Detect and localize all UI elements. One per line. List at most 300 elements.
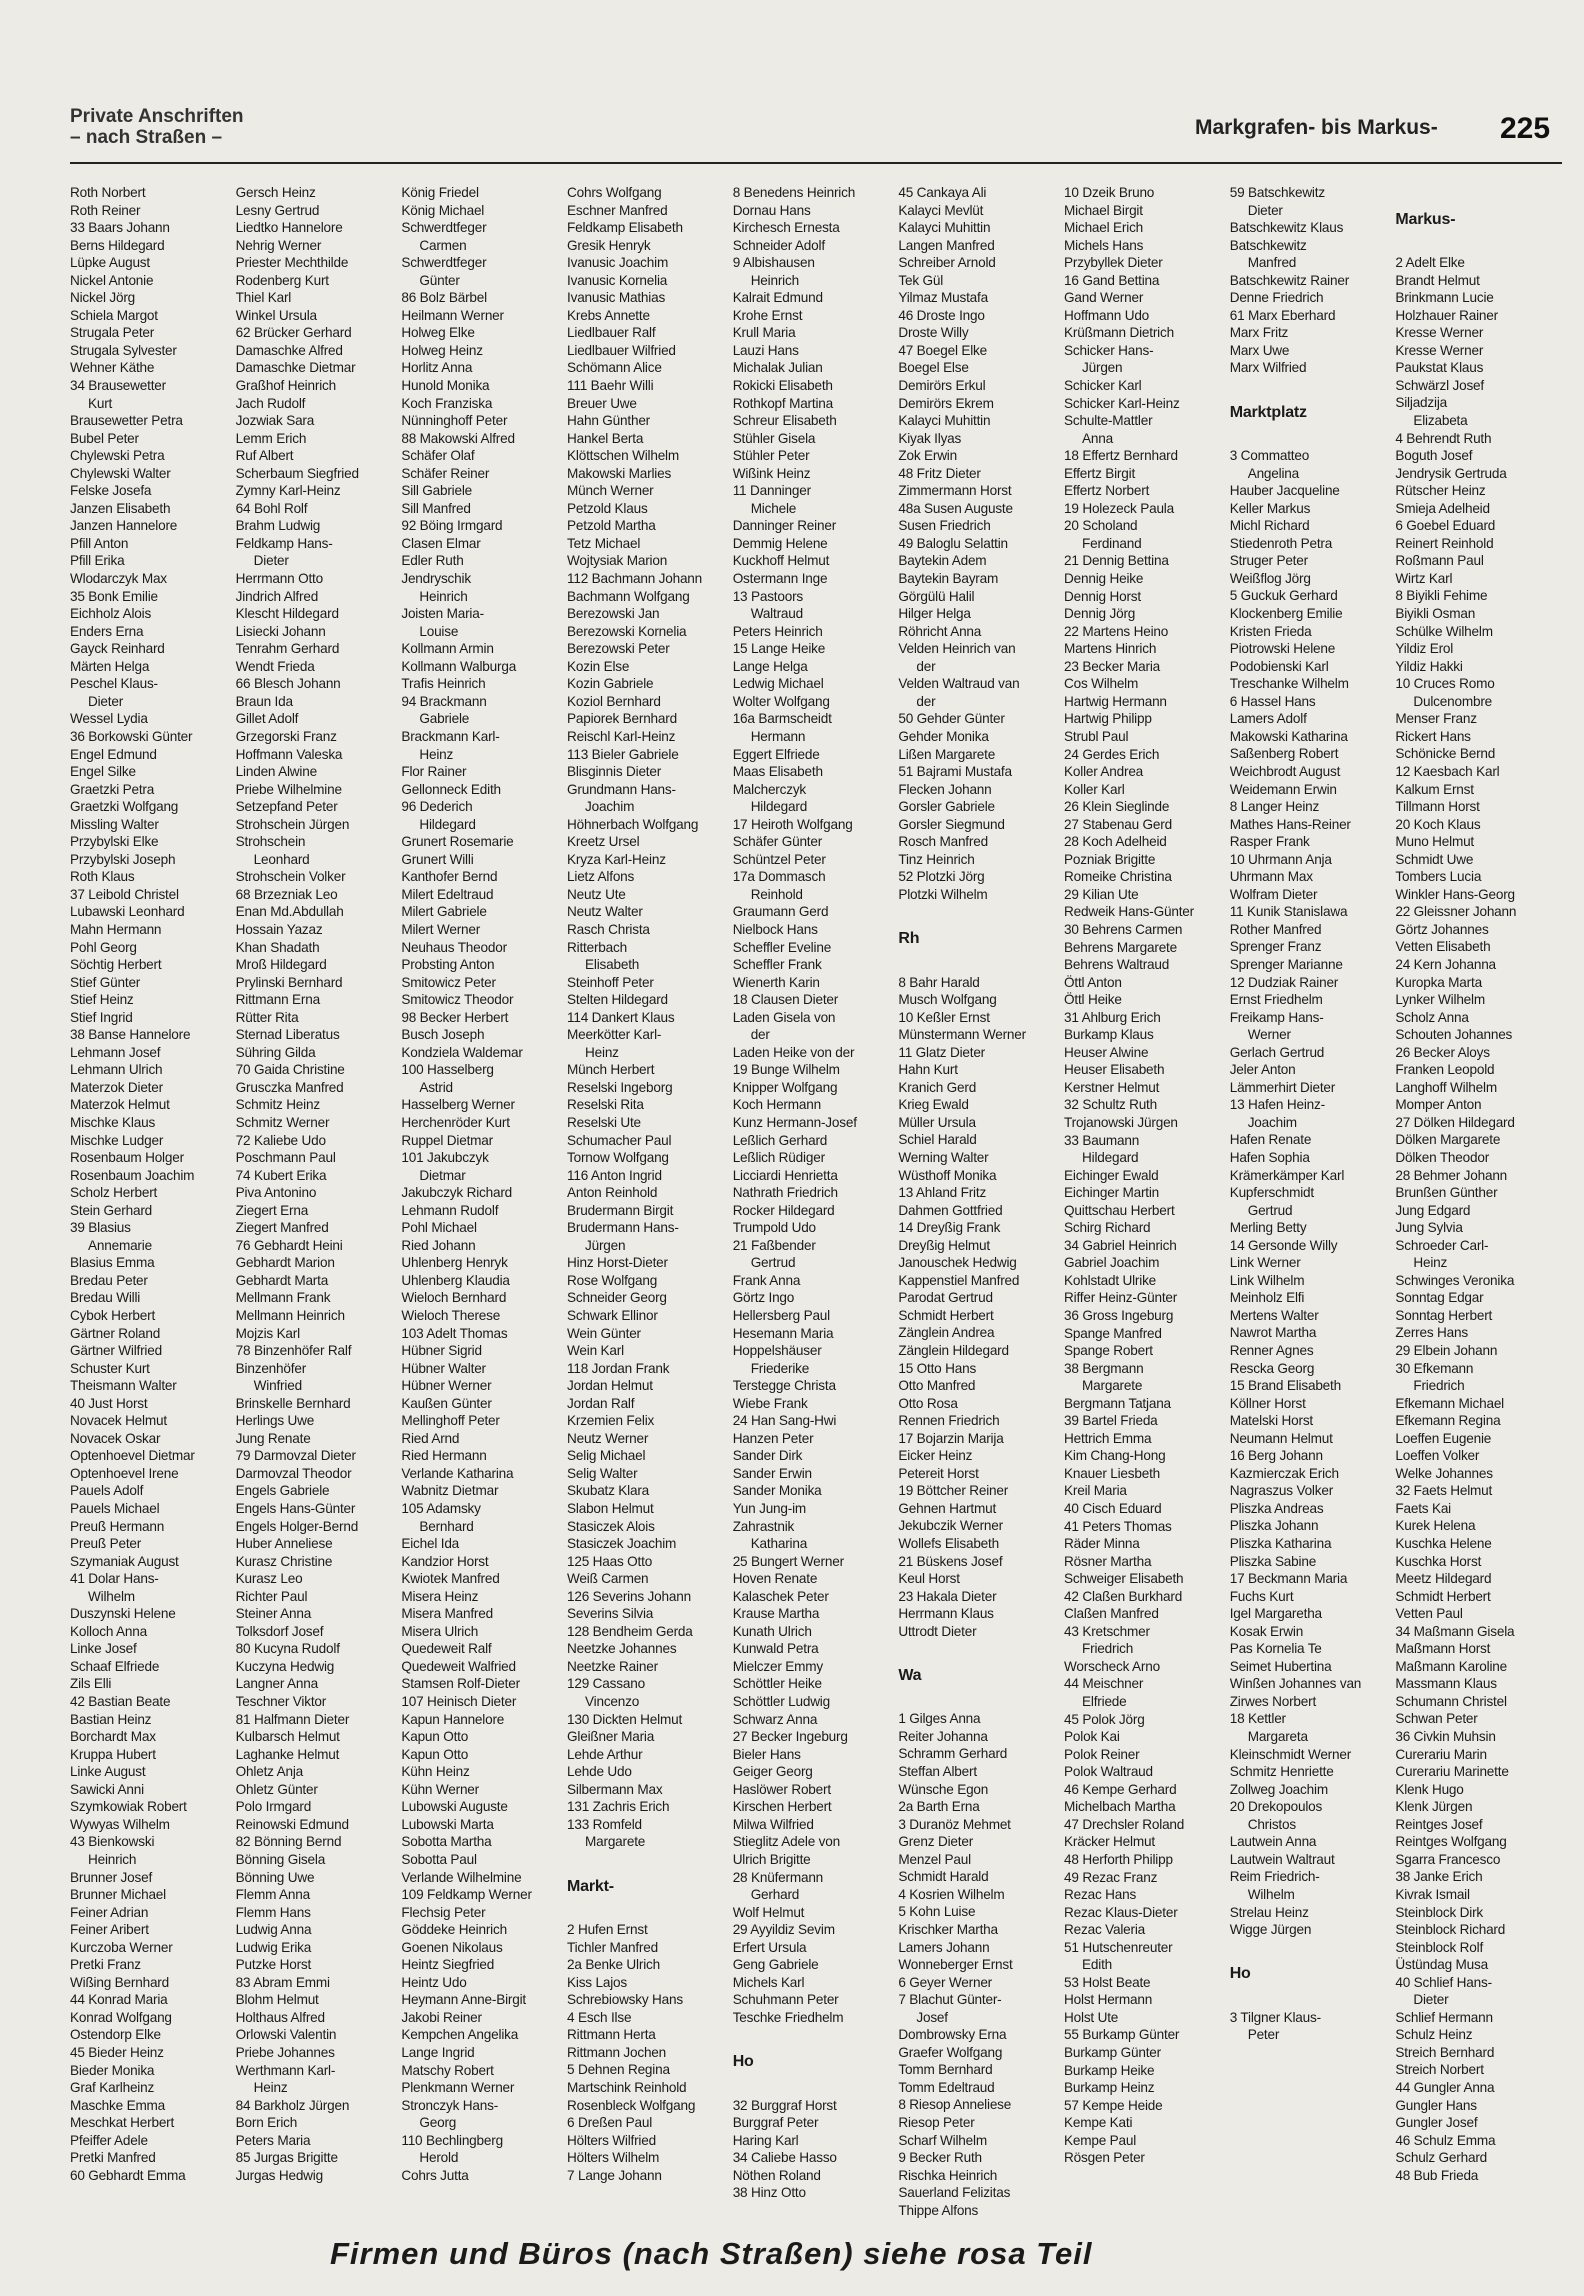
directory-entry: 8 Riesop Anneliese (898, 2097, 1012, 2113)
directory-entry: Wabnitz Dietmar (401, 1483, 499, 1499)
directory-entry: Gorsler Gabriele (898, 799, 995, 815)
directory-entry: Rütter Rita (235, 1009, 299, 1025)
directory-entry: Stief Heinz (70, 992, 134, 1008)
directory-entry: Reinowski Edmund (235, 1816, 349, 1832)
directory-entry: Wollefs Elisabeth (898, 1536, 999, 1552)
directory-entry: 31 Ahlburg Erich (1064, 1009, 1161, 1025)
directory-entry: Elizabeta (1413, 413, 1468, 429)
directory-entry: Pliszka Sabine (1229, 1553, 1317, 1569)
directory-entry: Zok Erwin (898, 448, 957, 464)
directory-entry: Fuchs Kurt (1229, 1588, 1294, 1604)
directory-entry: Podobienski Karl (1229, 658, 1329, 674)
directory-entry: Michelbach Martha (1064, 1799, 1176, 1815)
directory-entry: Liedtko Hannelore (235, 220, 343, 236)
directory-entry: Pretki Manfred (70, 2150, 156, 2166)
directory-entry: Ziegert Erna (235, 1202, 309, 1218)
directory-column (898, 184, 1064, 2218)
directory-entry: Klenk Jürgen (1395, 1799, 1473, 1815)
directory-entry: Lüpke August (70, 255, 150, 271)
directory-entry: Optenhoevel Irene (70, 1465, 179, 1481)
directory-entry: Graf Karlheinz (70, 2080, 155, 2096)
directory-entry: Burkamp Günter (1064, 2044, 1161, 2060)
directory-entry: Koch Hermann (732, 1097, 821, 1113)
directory-entry: Nöthen Roland (732, 2167, 821, 2183)
directory-entry: Kuschka Helene (1395, 1536, 1492, 1552)
directory-entry: Strugala Sylvester (70, 342, 177, 358)
directory-entry: Brackmann Karl- (401, 728, 500, 744)
directory-entry: Rennen Friedrich (898, 1413, 1000, 1429)
directory-entry: 9 Becker Ruth (898, 2150, 982, 2166)
directory-entry: Rosch Manfred (898, 834, 988, 850)
directory-entry: Curerariu Marin (1395, 1746, 1487, 1762)
directory-entry: Margareta (1247, 1729, 1308, 1745)
directory-entry: Petzold Martha (567, 518, 656, 534)
directory-entry: Hermann (750, 728, 806, 744)
directory-entry: 5 Guckuk Gerhard (1229, 588, 1338, 604)
directory-entry: Eschner Manfred (567, 202, 668, 218)
directory-entry: Rezac Klaus-Dieter (1064, 1904, 1178, 1920)
directory-entry: Maßmann Horst (1395, 1641, 1491, 1657)
directory-entry: 28 Behmer Johann (1395, 1167, 1508, 1183)
spacer (567, 1904, 733, 1922)
directory-entry: Freikamp Hans- (1229, 1009, 1324, 1025)
directory-entry: Reiter Johanna (898, 1728, 988, 1744)
directory-entry: Lehmann Ulrich (70, 1062, 163, 1078)
directory-entry: Blohm Helmut (235, 1992, 319, 2008)
directory-entry: Hafen Renate (1229, 1132, 1312, 1148)
directory-entry: 3 Duranöz Mehmet (898, 1816, 1011, 1832)
section-title-line2: – nach Straßen – (70, 127, 223, 148)
directory-entry: Boegel Else (898, 360, 969, 376)
directory-entry: Sühring Gilda (235, 1044, 316, 1060)
directory-entry: Papiorek Bernhard (567, 711, 677, 727)
directory-entry: Kühn Werner (401, 1781, 479, 1797)
directory-entry: Wieloch Bernhard (401, 1290, 507, 1306)
directory-entry: 48a Susen Auguste (898, 500, 1013, 516)
directory-entry: Strubl Paul (1064, 728, 1129, 744)
directory-entry: Neuhaus Theodor (401, 939, 507, 955)
directory-entry: Münstermann Werner (898, 1027, 1026, 1043)
directory-entry: Cos Wilhelm (1064, 676, 1139, 692)
directory-entry: Kristen Frieda (1229, 623, 1312, 639)
directory-entry: Pas Kornelia Te (1229, 1641, 1322, 1657)
directory-entry: Schwark Ellinor (567, 1308, 658, 1323)
spacer (1230, 1939, 1396, 1957)
directory-entry: Meetz Hildegard (1395, 1571, 1492, 1587)
directory-entry: 66 Blesch Johann (235, 676, 341, 692)
directory-entry: Schaaf Elfriede (70, 1658, 160, 1674)
directory-entry: Plotzki Wilhelm (898, 886, 988, 902)
directory-entry: Schwärzl Josef (1395, 377, 1484, 393)
directory-entry: Eicker Heinz (898, 1448, 973, 1464)
directory-entry: Szymaniak August (70, 1553, 179, 1569)
directory-entry: Mellmann Heinrich (235, 1308, 345, 1323)
directory-entry: Wywyas Wilhelm (70, 1816, 170, 1832)
directory-entry: 57 Kempe Heide (1064, 2097, 1163, 2113)
directory-entry: Gungler Hans (1395, 2097, 1477, 2113)
directory-entry: Burkamp Heike (1064, 2062, 1155, 2078)
directory-entry: Reim Friedrich- (1229, 1869, 1320, 1885)
directory-entry: Szymkowiak Robert (70, 1799, 187, 1815)
directory-entry: Riffer Heinz-Günter (1064, 1290, 1178, 1306)
directory-entry: 48 Fritz Dieter (898, 465, 981, 481)
directory-entry: Lubowski Marta (401, 1816, 494, 1832)
directory-entry: Kirschen Herbert (732, 1799, 832, 1815)
directory-entry: Riesop Peter (898, 2114, 975, 2130)
directory-entry: Spange Manfred (1064, 1325, 1162, 1341)
directory-entry: Räder Minna (1064, 1536, 1140, 1552)
directory-entry: Schömann Alice (567, 360, 662, 376)
directory-entry: Jekubczik Werner (898, 1518, 1003, 1534)
directory-entry: Binzenhöfer (235, 1360, 307, 1376)
directory-entry: Hübner Walter (401, 1360, 486, 1376)
directory-entry: Matschy Robert (401, 2062, 494, 2078)
directory-entry: Wein Günter (567, 1325, 641, 1341)
directory-entry: Schneider Georg (567, 1290, 667, 1306)
directory-entry: Joachim (585, 799, 635, 815)
directory-entry: Chylewski Walter (70, 465, 171, 481)
directory-entry: Krämerkämper Karl (1229, 1167, 1345, 1183)
directory-entry: Werner (1247, 1027, 1291, 1043)
directory-entry: Janzen Elisabeth (70, 500, 171, 516)
directory-entry: 42 Bastian Beate (70, 1694, 171, 1710)
directory-entry: Damaschke Dietmar (235, 360, 356, 376)
directory-entry: Ostermann Inge (732, 571, 828, 587)
directory-entry: Susen Friedrich (898, 518, 991, 534)
directory-entry: Liedlbauer Ralf (567, 325, 656, 341)
directory-entry: Ferdinand (1082, 535, 1142, 551)
directory-entry: Stief Günter (70, 974, 141, 990)
directory-entry: Edith (1082, 1957, 1113, 1973)
directory-entry: Eichel Ida (401, 1536, 460, 1552)
directory-entry: Werning Walter (898, 1149, 989, 1165)
directory-entry: 24 Gerdes Erich (1064, 746, 1160, 762)
directory-entry: Schmidt Uwe (1395, 851, 1474, 867)
directory-entry: Berezowski Kornelia (567, 623, 687, 639)
directory-entry: Nünninghoff Peter (401, 413, 508, 429)
directory-entry: Jürgen (585, 1237, 626, 1253)
directory-entry: Yun Jung-im (732, 1501, 807, 1517)
directory-entry: Gresik Henryk (567, 237, 651, 253)
directory-entry: 23 Becker Maria (1064, 658, 1161, 674)
directory-entry: Schiel Harald (898, 1132, 977, 1148)
directory-entry: Schreur Elisabeth (732, 413, 837, 429)
directory-entry: 4 Kosrien Wilhelm (898, 1886, 1005, 1902)
directory-entry: Strugala Peter (70, 325, 155, 341)
footer-note: Firmen und Büros (nach Straßen) siehe rosa Teil (330, 2236, 1093, 2271)
directory-entry: Tenrahm Gerhard (235, 641, 340, 657)
directory-entry: 2 Hufen Ernst (567, 1922, 648, 1938)
directory-entry: 34 Gabriel Heinrich (1064, 1237, 1177, 1253)
directory-entry: 30 Efkemann (1395, 1360, 1474, 1376)
directory-entry: Burggraf Peter (732, 2115, 819, 2131)
directory-entry: Matelski Horst (1229, 1413, 1314, 1429)
directory-entry: 5 Kohn Luise (898, 1904, 976, 1920)
directory-entry: 40 Schlief Hans- (1395, 1974, 1492, 1990)
directory-entry: Stühler Peter (732, 448, 810, 464)
directory-entry: Grusczka Manfred (235, 1079, 344, 1095)
directory-entry: Schönicke Bernd (1395, 746, 1496, 762)
directory-entry: Reintges Josef (1395, 1816, 1483, 1832)
directory-entry: Klockenberg Emilie (1229, 606, 1343, 622)
directory-entry: 14 Dreyßig Frank (898, 1220, 1001, 1236)
directory-entry: 8 Biyikli Fehime (1395, 588, 1488, 604)
directory-entry: Rittmann Jochen (567, 2044, 667, 2060)
directory-entry: Sander Dirk (732, 1448, 803, 1464)
directory-entry: Feiner Aribert (70, 1922, 149, 1938)
directory-entry: Roth Klaus (70, 869, 135, 885)
directory-entry: Sonntag Herbert (1395, 1307, 1493, 1323)
directory-entry: 38 Janke Erich (1395, 1869, 1483, 1885)
directory-entry: Gertrud (750, 1255, 796, 1271)
directory-entry: Michalak Julian (732, 360, 823, 376)
directory-entry: Putzke Horst (235, 1957, 312, 1973)
directory-entry: Kolloch Anna (70, 1623, 147, 1639)
directory-entry: Nawrot Martha (1229, 1325, 1317, 1341)
directory-entry: Sawicki Anni (70, 1781, 144, 1797)
directory-entry: Kresse Werner (1395, 342, 1484, 358)
directory-entry: Schwarz Anna (732, 1711, 818, 1727)
directory-entry: Plenkmann Werner (401, 2080, 515, 2096)
directory-entry: Franken Leopold (1395, 1062, 1495, 1078)
directory-entry: Dennig Heike (1064, 571, 1144, 587)
directory-entry: 68 Brzezniak Leo (235, 886, 338, 902)
directory-entry: Langen Manfred (898, 237, 995, 253)
directory-entry: Priebe Johannes (235, 2044, 335, 2060)
directory-entry: 105 Adamsky (401, 1501, 481, 1517)
directory-entry: Milwa Wilfried (732, 1816, 814, 1832)
directory-entry: Preuß Peter (70, 1536, 142, 1552)
directory-entry: Kivrak Ismail (1395, 1886, 1470, 1902)
directory-entry: Gebhardt Marta (235, 1272, 329, 1288)
directory-entry: Langner Anna (235, 1676, 318, 1692)
directory-entry: Milert Edeltraud (401, 886, 494, 902)
directory-entry: Graetzki Petra (70, 781, 155, 797)
directory-entry: Teschke Friedhelm (732, 2009, 844, 2025)
directory-entry: 1 Gilges Anna (898, 1711, 981, 1727)
directory-entry: Gersch Heinz (235, 185, 316, 200)
page-number: 225 (1500, 112, 1551, 145)
directory-entry: Müller Ursula (898, 1114, 976, 1130)
directory-entry: Jindrich Alfred (235, 588, 319, 604)
directory-entry: Martschink Reinhold (567, 2079, 687, 2095)
directory-entry: 16a Barmscheidt (732, 711, 832, 727)
directory-entry: Vetten Elisabeth (1395, 939, 1491, 955)
directory-entry: Demmig Helene (732, 535, 828, 551)
directory-entry: 109 Feldkamp Werner (401, 1887, 532, 1903)
directory-entry: Misera Manfred (401, 1606, 493, 1622)
directory-entry: Polo Irmgard (235, 1799, 312, 1815)
directory-entry: Linden Alwine (235, 764, 317, 780)
directory-entry: Kiss Lajos (567, 1974, 627, 1990)
directory-entry: Rösgen Peter (1064, 2150, 1145, 2166)
directory-entry: Heymann Anne-Birgit (401, 1992, 526, 2008)
directory-entry: Tornow Wolfgang (567, 1150, 669, 1166)
directory-entry: 38 Hinz Otto (732, 2185, 806, 2201)
directory-entry: Bredau Willi (70, 1290, 141, 1306)
directory-entry: Josef (916, 2009, 948, 2025)
spacer (1395, 237, 1565, 255)
directory-entry: Yildiz Erol (1395, 641, 1454, 657)
directory-entry: 27 Dölken Hildegard (1395, 1114, 1515, 1130)
directory-entry: 88 Makowski Alfred (401, 430, 515, 446)
directory-entry: Sobotta Martha (401, 1834, 492, 1850)
directory-entry: Kapun Hannelore (401, 1711, 505, 1727)
directory-entry: Weiß Carmen (567, 1571, 649, 1587)
directory-entry: Mielczer Emmy (732, 1658, 823, 1674)
directory-entry: 22 Martens Heino (1064, 623, 1169, 639)
directory-entry: Lynker Wilhelm (1395, 992, 1485, 1008)
directory-entry: 39 Bartel Frieda (1064, 1413, 1158, 1429)
directory-entry: Teschner Viktor (235, 1694, 327, 1710)
directory-entry: Polok Reiner (1064, 1746, 1140, 1762)
directory-entry: 81 Halfmann Dieter (235, 1711, 350, 1727)
directory-entry: Reinert Reinhold (1395, 535, 1494, 551)
directory-entry: Kempe Kati (1064, 2115, 1133, 2131)
directory-entry: 4 Behrendt Ruth (1395, 430, 1492, 446)
directory-entry: 19 Holezeck Paula (1064, 500, 1174, 516)
directory-entry: Marx Fritz (1229, 325, 1289, 341)
directory-entry: Mischke Ludger (70, 1132, 164, 1148)
directory-entry: Klöttschen Wilhelm (567, 448, 680, 464)
directory-entry: Dennig Jörg (1064, 606, 1136, 622)
directory-entry: Knauer Liesbeth (1064, 1465, 1161, 1481)
directory-entry: Liedlbauer Wilfried (567, 342, 676, 358)
directory-entry: Lisiecki Johann (235, 623, 326, 639)
directory-entry: Gabriele (419, 711, 470, 727)
directory-entry: 44 Meischner (1064, 1676, 1144, 1692)
directory-entry: Rezac Hans (1064, 1887, 1137, 1903)
directory-entry: Lehde Arthur (567, 1746, 643, 1762)
directory-entry: Grunert Willi (401, 851, 474, 867)
directory-entry: Langhoff Wilhelm (1395, 1079, 1497, 1095)
directory-entry: Schicker Karl-Heinz (1064, 395, 1180, 411)
directory-entry: Khan Shadath (235, 939, 320, 955)
directory-entry: Brinkmann Lucie (1395, 290, 1494, 306)
directory-entry: Mischke Klaus (70, 1114, 156, 1130)
directory-entry: 29 Ayyildiz Sevim (732, 1922, 835, 1938)
directory-entry: 17 Beckmann Maria (1229, 1571, 1348, 1587)
directory-entry: Kurasz Leo (235, 1571, 303, 1587)
directory-entry: Zollweg Joachim (1229, 1781, 1328, 1797)
directory-entry: Burkamp Klaus (1064, 1027, 1154, 1043)
directory-entry: Reselski Ute (567, 1114, 641, 1130)
directory-entry: 24 Kern Johanna (1395, 956, 1496, 972)
directory-entry: 6 Dreßen Paul (567, 2115, 653, 2131)
directory-entry: Görgülü Halil (898, 588, 975, 604)
directory-entry: Otto Manfred (898, 1378, 976, 1394)
directory-entry: Hübner Werner (401, 1378, 492, 1394)
directory-entry: Heinrich (750, 272, 799, 288)
directory-entry: Heilmann Werner (401, 307, 504, 323)
directory-entry: 15 Lange Heike (732, 641, 826, 657)
directory-entry: Holzhauer Rainer (1395, 307, 1498, 323)
directory-entry: Schmitz Henriette (1229, 1764, 1334, 1780)
directory-entry: Quedeweit Walfried (401, 1658, 516, 1674)
directory-entry: Menzel Paul (898, 1851, 971, 1867)
directory-entry: 11 Glatz Dieter (898, 1044, 986, 1060)
directory-entry: Göddeke Heinrich (401, 1922, 507, 1938)
directory-entry: Rodenberg Kurt (235, 272, 329, 288)
directory-entry: Mathes Hans-Reiner (1229, 816, 1351, 832)
directory-entry: Trojanowski Jürgen (1064, 1114, 1178, 1130)
directory-entry: Novacek Oskar (70, 1430, 161, 1446)
spacer (1395, 184, 1565, 202)
directory-entry: Ledwig Michael (732, 676, 824, 692)
directory-entry: Flor Rainer (401, 764, 467, 780)
directory-entry: Steinblock Rolf (1395, 1939, 1484, 1955)
directory-entry: Flecken Johann (898, 781, 992, 797)
directory-entry: Jürgen (1082, 360, 1123, 376)
directory-entry: Ried Arnd (401, 1430, 460, 1446)
directory-entry: 32 Schultz Ruth (1064, 1097, 1157, 1113)
directory-entry: Hoffmann Valeska (235, 746, 343, 762)
directory-entry: Rasper Frank (1229, 834, 1310, 850)
directory-entry: Klescht Hildegard (235, 606, 339, 622)
directory-entry: Jakobi Reiner (401, 2009, 482, 2025)
directory-entry: Schulz Heinz (1395, 2027, 1473, 2043)
directory-entry: 20 Scholand (1064, 518, 1138, 534)
directory-entry: Werthmann Karl- (235, 2062, 336, 2078)
directory-column (235, 184, 402, 2183)
directory-entry: 49 Rezac Franz (1064, 1869, 1158, 1885)
directory-entry: Krüßmann Dietrich (1064, 325, 1174, 341)
directory-entry: Mahn Hermann (70, 921, 162, 937)
directory-entry: Görtz Johannes (1395, 921, 1489, 937)
directory-entry: 118 Jordan Frank (567, 1360, 670, 1376)
directory-entry: Curerariu Marinette (1395, 1764, 1509, 1780)
directory-entry: Rosenbaum Holger (70, 1150, 184, 1166)
spacer (733, 2026, 899, 2044)
directory-entry: Haslöwer Robert (732, 1781, 831, 1797)
directory-entry: Feldkamp Hans- (235, 535, 333, 551)
spacer (1230, 430, 1396, 448)
directory-entry: Polok Waltraud (1064, 1764, 1153, 1780)
directory-entry: 37 Leibold Christel (70, 886, 179, 902)
directory-entry: Demirörs Erkul (898, 378, 986, 394)
directory-entry: Tichler Manfred (567, 1939, 658, 1955)
directory-entry: Schwan Peter (1395, 1711, 1478, 1727)
directory-entry: 25 Bungert Werner (732, 1553, 844, 1569)
directory-entry: 10 Dzeik Bruno (1064, 185, 1155, 200)
street-heading: Marktplatz (1229, 403, 1307, 421)
directory-entry: Zimmermann Horst (898, 483, 1012, 499)
directory-entry: Skubatz Klara (567, 1483, 650, 1499)
directory-entry: Maßmann Karoline (1395, 1658, 1508, 1674)
directory-entry: Holst Hermann (1064, 1992, 1153, 2008)
directory-entry: Michele (750, 500, 797, 516)
directory-entry: Gorsler Siegmund (898, 816, 1005, 832)
directory-entry: Hildegard (750, 799, 808, 815)
directory-entry: Michael Erich (1064, 220, 1144, 236)
street-heading: Ho (1229, 1965, 1251, 1983)
directory-entry: Kranich Gerd (898, 1079, 977, 1095)
directory-entry: Orlowski Valentin (235, 2027, 337, 2043)
directory-entry: Jendrysik Gertruda (1395, 465, 1507, 481)
directory-columns (70, 184, 1565, 2218)
directory-entry: Dieter (1413, 1992, 1449, 2008)
directory-entry: 55 Burkamp Günter (1064, 2027, 1180, 2043)
directory-entry: Tolksdorf Josef (235, 1623, 324, 1639)
directory-entry: Cohrs Jutta (401, 2167, 469, 2183)
directory-entry: Igel Margaretha (1229, 1606, 1322, 1622)
directory-entry: Ivanusic Joachim (567, 255, 669, 271)
directory-entry: Lehde Udo (567, 1764, 632, 1780)
directory-entry: Makowski Katharina (1229, 728, 1348, 744)
directory-entry: Martens Hinrich (1064, 641, 1157, 657)
directory-entry: Peters Maria (235, 2132, 311, 2148)
directory-entry: Jozwiak Sara (235, 413, 315, 429)
